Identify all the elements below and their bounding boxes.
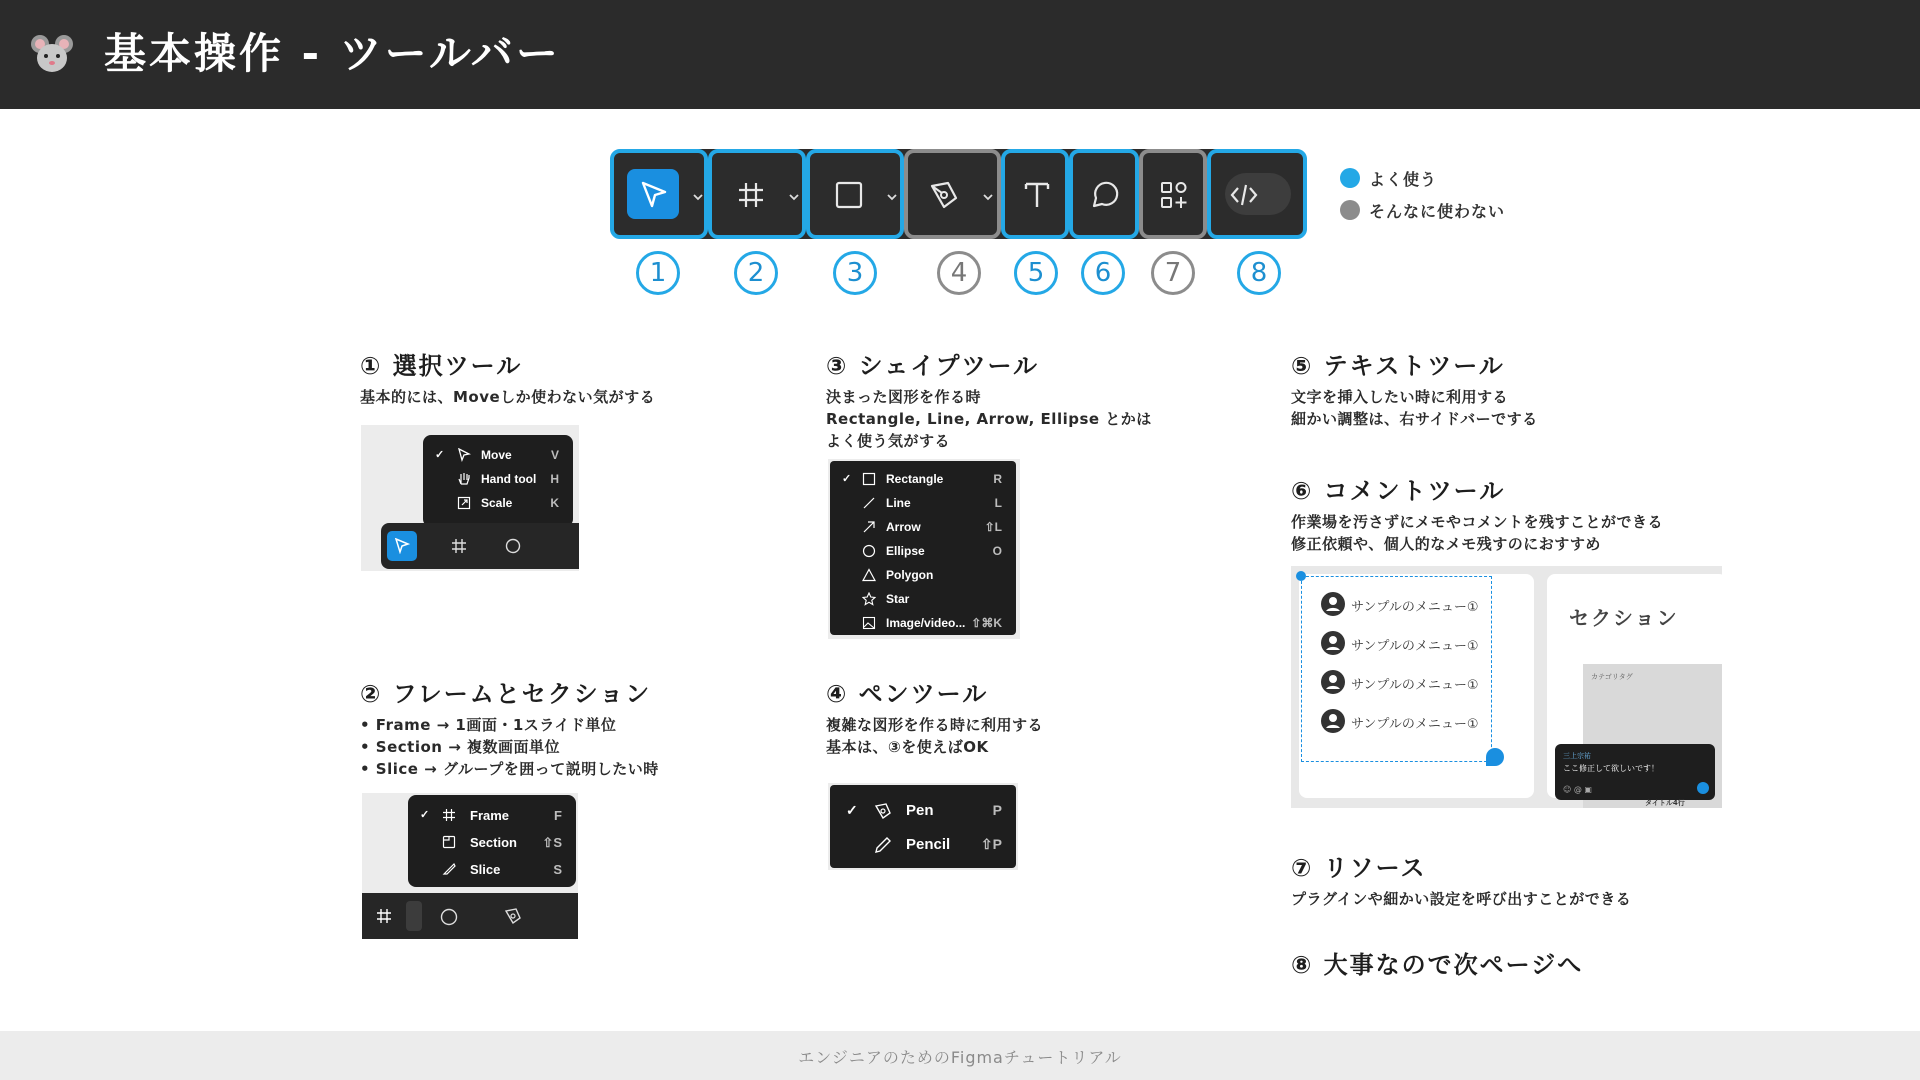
comment-text[interactable]: ここ修正して欲しいです！ (1563, 764, 1659, 773)
shape-tool-desc-3: よく使う気がする (826, 432, 951, 450)
frame-hash-icon (442, 808, 456, 822)
comment-tool-title: ⑥ コメントツール (1291, 477, 1506, 505)
menu-item-polygon[interactable]: Polygon (830, 563, 1016, 587)
pencil-icon (874, 836, 892, 854)
mini-toolbar (362, 893, 578, 939)
comment-bubble-icon (1090, 180, 1120, 210)
tool-devmode[interactable] (1207, 149, 1307, 239)
menu-item-hand-tool[interactable]: Hand tool H (423, 467, 573, 491)
chevron-down-icon[interactable] (692, 193, 704, 201)
tool-number-3: 3 (833, 251, 877, 295)
shape-dropdown-menu (830, 461, 1016, 635)
list-item[interactable]: サンプルのメニュー① (1321, 709, 1521, 733)
shape-tool-title: ③ シェイプツール (826, 352, 1039, 380)
line-icon (862, 496, 876, 510)
tool-number-5: 5 (1014, 251, 1058, 295)
shape-tool-desc-1: 決まった図形を作る時 (826, 388, 982, 406)
menu-item-arrow[interactable]: Arrow ⇧L (830, 515, 1016, 539)
menu-item-image[interactable]: Image/video... ⇧⌘K (830, 611, 1016, 635)
menu-item-line[interactable]: Line L (830, 491, 1016, 515)
menu-item-slice[interactable]: Slice S (408, 857, 576, 881)
user-avatar-icon (1321, 709, 1345, 733)
frame-menu-screenshot (362, 793, 578, 939)
user-avatar-icon (1321, 592, 1345, 616)
pen-dropdown-menu (830, 785, 1016, 868)
tool-number-7: 7 (1151, 251, 1195, 295)
frame-tool-desc-1: • Frame → 1画面・1スライド単位 (360, 716, 617, 734)
page-title: 基本操作 - ツールバー (104, 29, 561, 78)
tool-number-6: 6 (1081, 251, 1125, 295)
tool-number-1: 1 (636, 251, 680, 295)
user-avatar-icon (1321, 670, 1345, 694)
list-item[interactable]: サンプルのメニュー① (1321, 670, 1521, 694)
ellipse-icon (505, 538, 521, 554)
frame-dropdown-menu (408, 795, 576, 887)
mini-toolbar (381, 523, 579, 569)
hand-icon (457, 472, 471, 486)
footer-text: エンジニアのためのFigmaチュートリアル (798, 1048, 1122, 1067)
card-footer-text: タイトル4行 (1645, 799, 1685, 807)
shape-tool-desc-2: Rectangle, Line, Arrow, Ellipse とかは (826, 410, 1152, 428)
select-tool-title: ① 選択ツール (360, 352, 523, 380)
select-tool-desc: 基本的には、Moveしか使わない気がする (360, 388, 656, 406)
dev-mode-code-icon (1229, 180, 1259, 210)
footer-bar (0, 1031, 1920, 1080)
list-item[interactable]: サンプルのメニュー① (1321, 592, 1521, 616)
chevron-down-icon[interactable] (788, 193, 800, 201)
frame-hash-icon (376, 908, 392, 924)
rectangle-icon (834, 180, 864, 210)
pen-tool-title: ④ ペンツール (826, 680, 989, 708)
pen-tool-desc-1: 複雑な図形を作る時に利用する (826, 716, 1044, 734)
tool-frame[interactable] (708, 149, 806, 239)
ellipse-icon (862, 544, 876, 558)
menu-item-frame[interactable]: ✓ Frame F (420, 808, 562, 823)
move-arrow-icon (394, 538, 410, 554)
tool-resources[interactable] (1139, 149, 1207, 239)
move-arrow-icon (639, 180, 669, 210)
legend-dot-frequent (1340, 168, 1360, 188)
chevron-down-icon[interactable] (886, 193, 898, 201)
resource-tool-title: ⑦ リソース (1291, 854, 1427, 882)
star-icon (862, 592, 876, 606)
shape-menu-screenshot (828, 459, 1020, 639)
polygon-icon (862, 568, 876, 582)
tool-number-4: 4 (937, 251, 981, 295)
slice-knife-icon (442, 862, 456, 876)
frame-tool-desc-3: • Slice → グループを囲って説明したい時 (360, 760, 659, 778)
comment-screenshot (1291, 566, 1722, 808)
text-tool-desc-1: 文字を挿入したい時に利用する (1291, 388, 1509, 406)
menu-item-star[interactable]: Star (830, 587, 1016, 611)
tool-comment[interactable] (1069, 149, 1139, 239)
section-icon (442, 835, 456, 849)
select-dropdown-menu (423, 435, 573, 527)
header-bar (0, 0, 1920, 109)
ellipse-icon (440, 908, 458, 926)
tool-number-8: 8 (1237, 251, 1281, 295)
comment-toolbar-icons: ☺ @ ▣ (1563, 785, 1592, 794)
check-icon: ✓ (435, 449, 445, 461)
pen-menu-screenshot (828, 783, 1018, 870)
comment-author: 三上宗祐 (1563, 752, 1591, 760)
category-box: カテゴリタグ (1583, 664, 1722, 808)
tool-text[interactable] (1001, 149, 1069, 239)
devmode-tool-title: ⑧ 大事なので次ページへ (1291, 951, 1584, 979)
menu-item-ellipse[interactable]: Ellipse O (830, 539, 1016, 563)
chevron-down-icon[interactable] (982, 193, 994, 201)
menu-item-scale[interactable]: Scale K (423, 491, 573, 515)
menu-item-move[interactable]: ✓ Move V (435, 448, 559, 462)
mouse-face-icon (30, 32, 74, 76)
select-menu-screenshot (361, 425, 579, 571)
scale-icon (457, 496, 471, 510)
resource-tool-desc: プラグインや細かい設定を呼び出すことができる (1291, 890, 1632, 908)
move-arrow-icon (457, 448, 471, 462)
pen-nib-icon (928, 180, 960, 210)
mini-frame-caret[interactable] (406, 901, 422, 931)
pen-tool-desc-2: 基本は、③を使えばOK (826, 738, 989, 756)
image-icon (862, 616, 876, 630)
comment-tool-desc-1: 作業場を汚さずにメモやコメントを残すことができる (1291, 513, 1664, 531)
text-t-icon (1022, 180, 1052, 210)
comment-pin[interactable] (1486, 748, 1504, 766)
list-item[interactable]: サンプルのメニュー① (1321, 631, 1521, 655)
text-tool-title: ⑤ テキストツール (1291, 352, 1505, 380)
legend-dot-rare (1340, 200, 1360, 220)
menu-item-rectangle[interactable]: ✓ Rectangle R (842, 472, 1002, 486)
legend-frequent: よく使う (1369, 170, 1438, 189)
rectangle-icon (862, 472, 876, 486)
arrow-icon (862, 520, 876, 534)
figma-toolbar (610, 149, 1307, 239)
menu-item-pencil[interactable]: Pencil ⇧P (830, 833, 1016, 857)
comment-tool-desc-2: 修正依頼や、個人的なメモ残すのにおすすめ (1291, 535, 1601, 553)
frame-hash-icon (451, 538, 467, 554)
pen-nib-icon (874, 802, 892, 820)
comment-popup[interactable] (1555, 744, 1715, 800)
user-avatar-icon (1321, 631, 1345, 655)
text-tool-desc-2: 細かい調整は、右サイドバーでする (1291, 410, 1538, 428)
section-label: セクション (1569, 606, 1679, 630)
frame-hash-icon (736, 180, 766, 210)
menu-item-section[interactable]: Section ⇧S (408, 830, 576, 854)
tool-number-2: 2 (734, 251, 778, 295)
tool-pen[interactable] (904, 149, 1001, 239)
selection-handle[interactable] (1296, 571, 1306, 581)
pen-nib-icon (504, 907, 522, 925)
menu-item-pen[interactable]: ✓ Pen P (846, 802, 1002, 819)
comment-send-button[interactable] (1697, 782, 1709, 794)
tool-move[interactable] (610, 149, 708, 239)
resources-grid-icon (1159, 180, 1189, 210)
tool-shape[interactable] (806, 149, 904, 239)
frame-tool-title: ② フレームとセクション (360, 680, 652, 708)
legend-rare: そんなに使わない (1369, 202, 1506, 221)
frame-tool-desc-2: • Section → 複数画面単位 (360, 738, 560, 756)
